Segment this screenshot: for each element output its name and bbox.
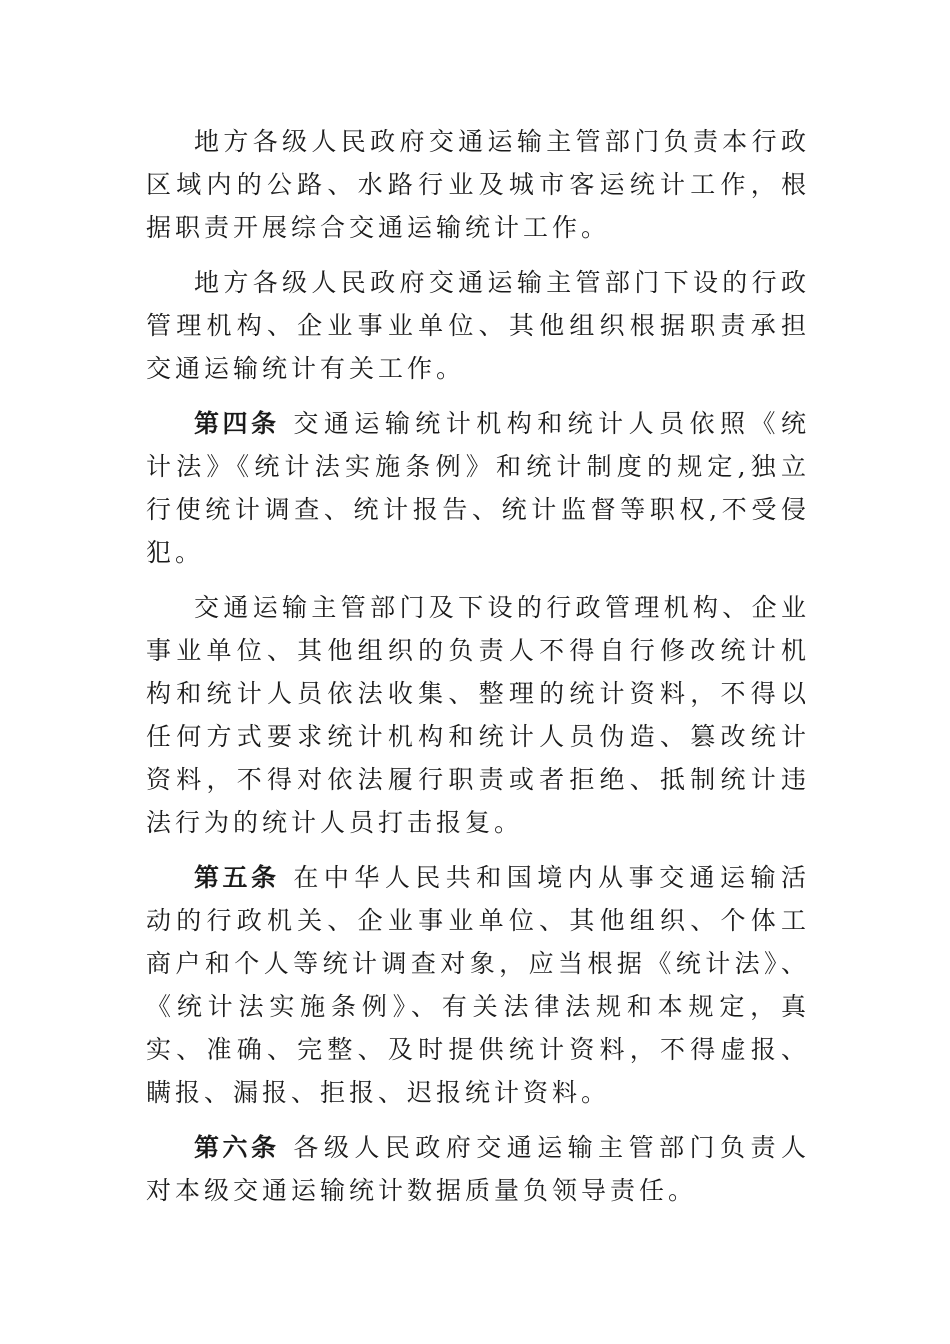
paragraph-4	[146, 586, 810, 844]
paragraph-text: 在中华人民共和国境内从事交通运输活动的行政机关、企业事业单位、其他组织、个体工商户和个人等统计调查对象，应当根据《统计法》、《统计法实施条例》、有关法律法规和本规定，真实、准确、完整、及时提供统计资料，不得虚报、瞒报、漏报、拒报、迟报统计资料。	[146, 863, 810, 1107]
paragraph-1	[146, 120, 810, 249]
paragraph-text: 各级人民政府交通运输主管部门负责人对本级交通运输统计数据质量负领导责任。	[146, 1133, 810, 1205]
paragraph-article-5	[146, 856, 810, 1114]
paragraph-text: 地方各级人民政府交通运输主管部门负责本行政区域内的公路、水路行业及城市客运统计工作，根据职责开展综合交通运输统计工作。	[146, 127, 810, 242]
paragraph-article-4	[146, 402, 810, 574]
paragraph-text: 地方各级人民政府交通运输主管部门下设的行政管理机构、企业事业单位、其他组织根据职责承担交通运输统计有关工作。	[146, 268, 810, 383]
article-number: 第五条	[194, 863, 280, 892]
paragraph-article-6	[146, 1126, 810, 1212]
paragraph-2	[146, 261, 810, 390]
document-body	[146, 120, 810, 1224]
paragraph-text: 交通运输主管部门及下设的行政管理机构、企业事业单位、其他组织的负责人不得自行修改统计机构和统计人员依法收集、整理的统计资料，不得以任何方式要求统计机构和统计人员伪造、篡改统计资料，不得对依法履行职责或者拒绝、抵制统计违法行为的统计人员打击报复。	[146, 593, 810, 837]
article-number: 第六条	[194, 1133, 280, 1162]
paragraph-text: 交通运输统计机构和统计人员依照《统计法》《统计法实施条例》和统计制度的规定,独立行使统计调查、统计报告、统计监督等职权,不受侵犯。	[146, 409, 810, 567]
article-number: 第四条	[194, 409, 280, 438]
